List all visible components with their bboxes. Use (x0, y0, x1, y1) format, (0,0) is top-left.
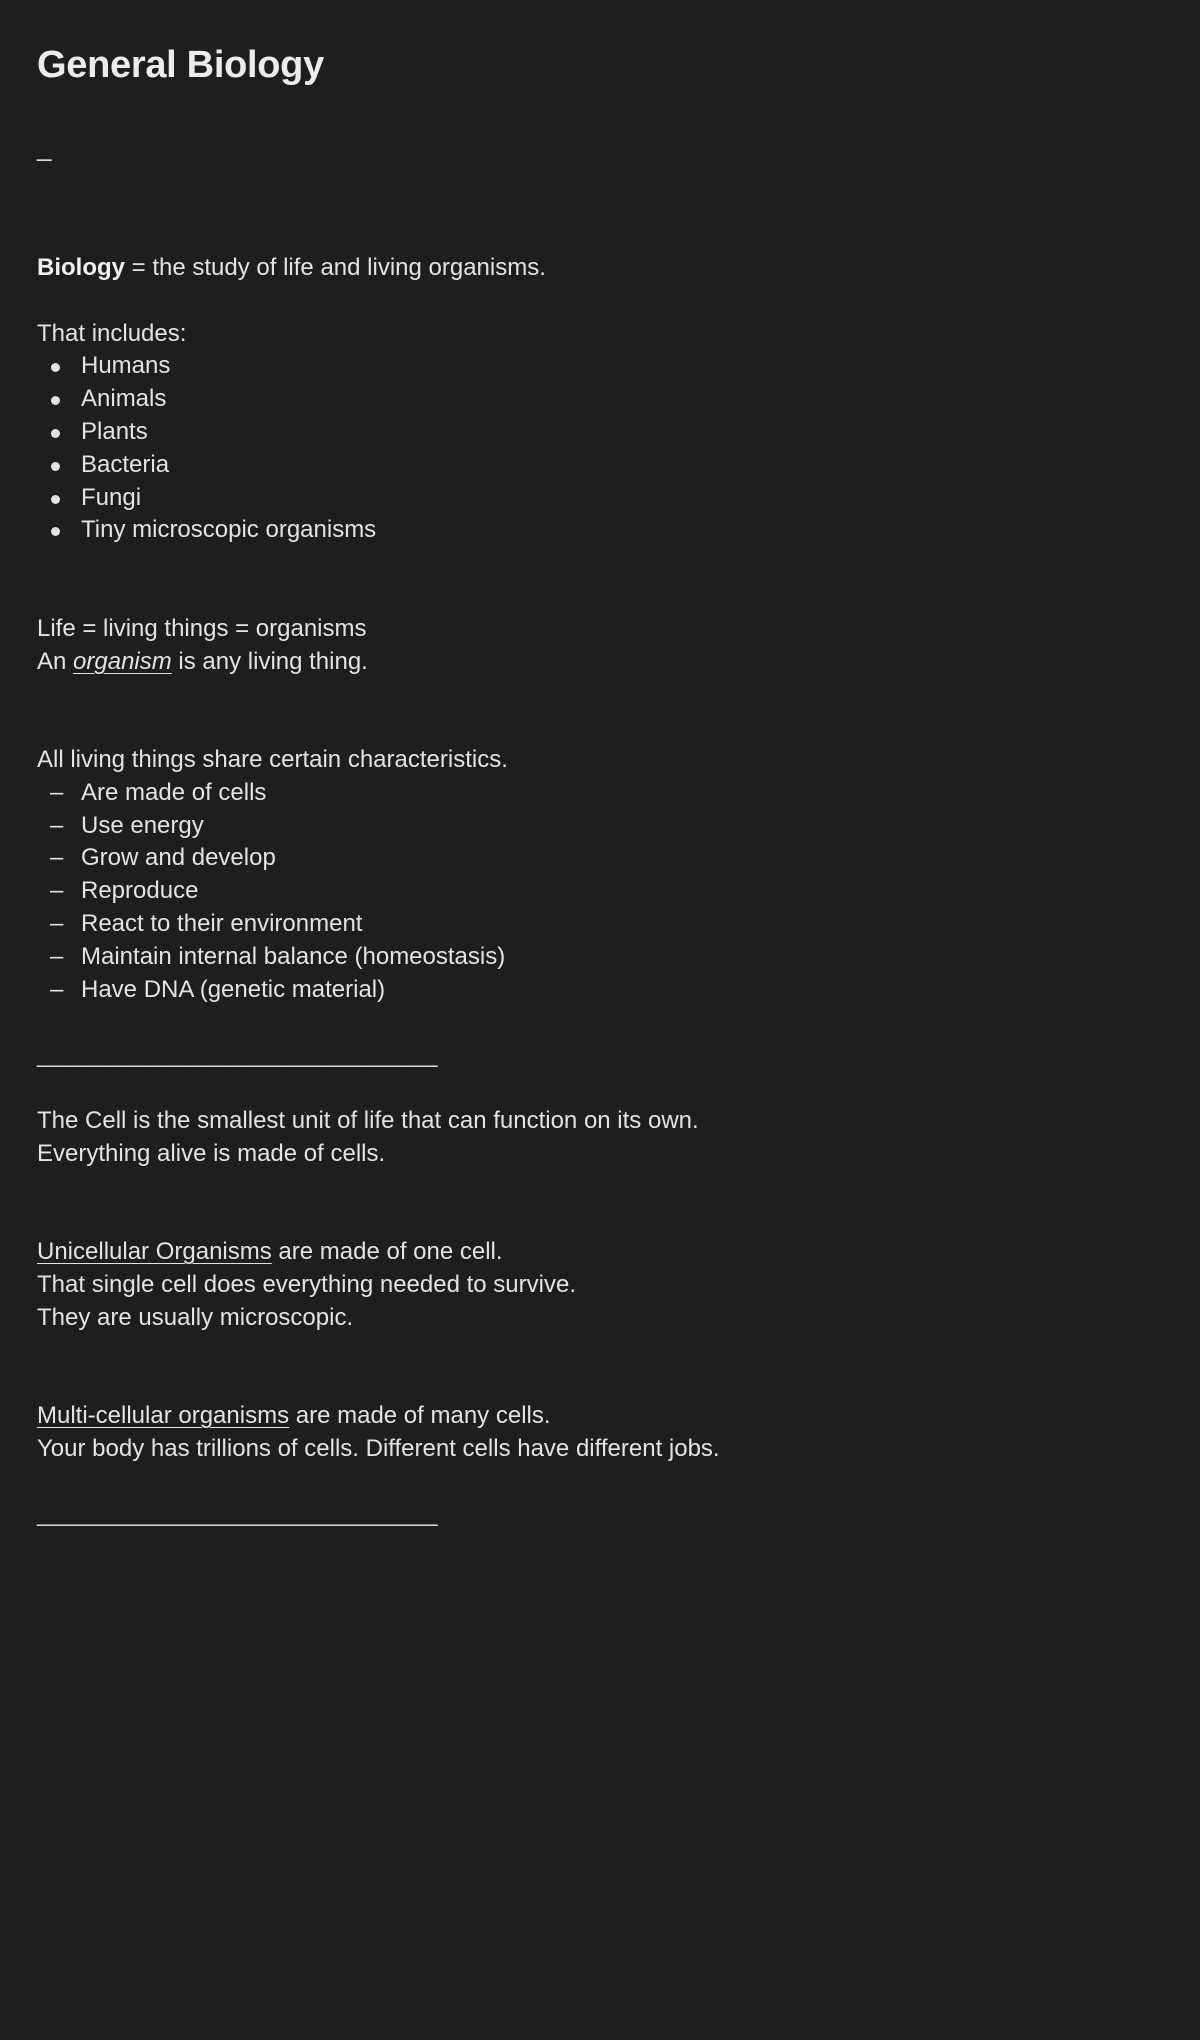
bullet-icon (51, 429, 60, 438)
includes-label: That includes: (37, 319, 187, 347)
unicellular-rest: are made of one cell. (271, 1237, 503, 1265)
unicellular-line-3: They are usually microscopic. (37, 1303, 354, 1331)
dash-bullet-icon: – (50, 844, 64, 872)
list-item-text: Animals (81, 385, 167, 413)
characteristics-label: All living things share certain characteristics. (37, 745, 508, 773)
dash-bullet-icon: – (50, 975, 64, 1003)
separator-line: ______________________________ (37, 1041, 438, 1069)
list-item (37, 941, 1157, 974)
multicellular-rest: are made of many cells. (289, 1401, 551, 1429)
definition-line (37, 252, 1157, 285)
multicellular-line-2: Your body has trillions of cells. Different cells have different jobs. (37, 1434, 720, 1462)
list-item (37, 514, 1157, 547)
separator-line: ______________________________ (37, 1500, 438, 1528)
cell-statement-line: Everything alive is made of cells. (37, 1139, 386, 1167)
bullet-icon (51, 495, 60, 504)
list-item-text: Are made of cells (81, 778, 267, 806)
list-item (37, 482, 1157, 515)
term-unicellular: Unicellular Organisms (37, 1237, 272, 1265)
list-item-text: Maintain internal balance (homeostasis) (81, 942, 506, 970)
term-multicellular: Multi-cellular organisms (37, 1401, 290, 1429)
list-item (37, 842, 1157, 875)
list-item-text: Plants (81, 417, 148, 445)
list-item (37, 875, 1157, 908)
term-organism: organism (73, 647, 172, 675)
list-item-text: Fungi (81, 483, 142, 511)
list-item (37, 416, 1157, 449)
dash-bullet-icon: – (50, 778, 64, 806)
note-title[interactable]: General Biology (37, 44, 324, 86)
bullet-icon (51, 462, 60, 471)
list-item (37, 777, 1157, 810)
list-item-text: Reproduce (81, 877, 199, 905)
definition-text: = the study of life and living organisms. (125, 254, 546, 281)
list-item (37, 810, 1157, 843)
list-item-text: Grow and develop (81, 844, 276, 872)
dash-bullet-icon: – (50, 909, 64, 937)
term-biology: Biology (37, 254, 125, 281)
list-item (37, 449, 1157, 482)
list-item-text: Tiny microscopic organisms (81, 516, 377, 544)
multicellular-line (37, 1400, 1157, 1433)
unicellular-line (37, 1236, 1157, 1269)
list-item-text: Bacteria (81, 450, 170, 478)
cell-definition-line: The Cell is the smallest unit of life that can function on its own. (37, 1106, 699, 1134)
bullet-icon (51, 527, 60, 536)
text-cursor: _ (37, 132, 52, 162)
list-item (37, 908, 1157, 941)
includes-list (37, 350, 1157, 547)
dash-bullet-icon: – (50, 942, 64, 970)
note-body[interactable] (37, 252, 1157, 1531)
list-item-text: Humans (81, 352, 171, 380)
life-line: Life = living things = organisms (37, 614, 367, 642)
list-item-text: React to their environment (81, 909, 363, 937)
organism-suffix: is any living thing. (171, 647, 368, 675)
list-item (37, 974, 1157, 1007)
bullet-icon (51, 396, 60, 405)
list-item (37, 350, 1157, 383)
unicellular-line-2: That single cell does everything needed to survive. (37, 1270, 576, 1298)
characteristics-list (37, 777, 1157, 1007)
organism-prefix: An (37, 647, 74, 675)
organism-line (37, 646, 1157, 679)
list-item-text: Have DNA (genetic material) (81, 975, 386, 1003)
list-item (37, 383, 1157, 416)
dash-bullet-icon: – (50, 811, 64, 839)
list-item-text: Use energy (81, 811, 204, 839)
bullet-icon (51, 363, 60, 372)
dash-bullet-icon: – (50, 877, 64, 905)
